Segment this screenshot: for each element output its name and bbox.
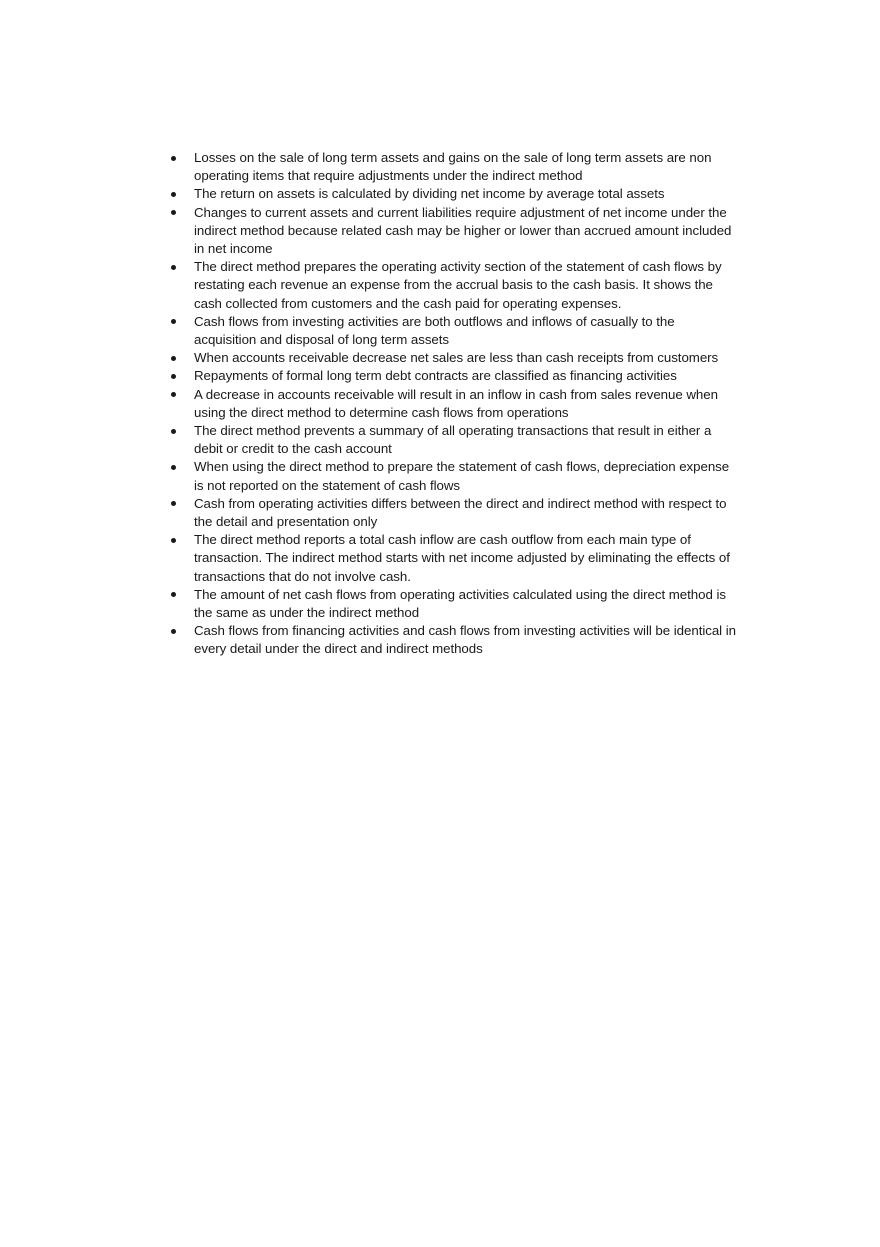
bullet-icon <box>171 192 176 197</box>
list-item <box>166 185 736 203</box>
bullet-icon <box>171 319 176 324</box>
list-item-text: The return on assets is calculated by dividing net income by average total assets <box>194 186 665 202</box>
list-item-text: When using the direct method to prepare the statement of cash flows, depreciation expense is not reported on the statement of cash flows <box>194 459 730 493</box>
bullet-icon <box>171 374 176 379</box>
list-item <box>166 204 736 259</box>
list-item <box>166 349 736 367</box>
list-item-text: The direct method prevents a summary of all operating transactions that result in either a debit or credit to the cash account <box>194 423 712 457</box>
list-item-text: The direct method reports a total cash inflow are cash outflow from each main type of transaction. The indirect method starts with net income adjusted by eliminating the effects of transactions that do not involve cash. <box>194 532 730 584</box>
list-item-text: Cash flows from financing activities and cash flows from investing activities will be identical in every detail under the direct and indirect methods <box>194 623 736 657</box>
list-item-text: Cash from operating activities differs between the direct and indirect method with respect to the detail and presentation only <box>194 495 727 530</box>
list-item <box>166 622 736 658</box>
list-item <box>166 313 736 349</box>
list-item-text: Changes to current assets and current liabilities require adjustment of net income under the indirect method because related cash may be higher or lower than accrued amount included in net income <box>194 204 732 257</box>
list-item-text: The direct method prepares the operating activity section of the statement of cash flows by restating each revenue an expense from the accrual basis to the cash basis. It shows the cash collected from customers and the cash paid for operating expenses. <box>194 259 722 311</box>
list-item <box>166 367 736 385</box>
list-item-text: The amount of net cash flows from operating activities calculated using the direct method is the same as under the indirect method <box>194 586 726 621</box>
list-item-text: When accounts receivable decrease net sales are less than cash receipts from customers <box>194 350 719 366</box>
bullet-icon <box>171 429 176 434</box>
bullet-icon <box>171 392 176 397</box>
list-item <box>166 531 736 586</box>
list-item <box>166 458 736 494</box>
list-item-text: Cash flows from investing activities are both outflows and inflows of casually to the acquisition and disposal of long term assets <box>194 313 675 348</box>
list-item-text: A decrease in accounts receivable will result in an inflow in cash from sales revenue when using the direct method to determine cash flows from operations <box>194 386 718 420</box>
bullet-icon <box>171 356 176 361</box>
bullet-icon <box>171 592 176 597</box>
bullet-icon <box>171 465 176 470</box>
list-item-text: Losses on the sale of long term assets and gains on the sale of long term assets are non operating items that require adjustments under the indirect method <box>194 150 712 184</box>
list-item <box>166 149 736 185</box>
list-item <box>166 422 736 458</box>
list-item <box>166 586 736 622</box>
list-item <box>166 386 736 422</box>
bullet-icon <box>171 538 176 543</box>
bullet-icon <box>171 265 176 270</box>
bullet-icon <box>171 210 176 215</box>
list-item-text: Repayments of formal long term debt contracts are classified as financing activities <box>194 368 677 384</box>
bullet-icon <box>171 156 176 161</box>
bullet-list <box>166 149 736 659</box>
bullet-icon <box>171 629 176 634</box>
list-item <box>166 258 736 313</box>
list-item <box>166 495 736 531</box>
bullet-icon <box>171 501 176 506</box>
